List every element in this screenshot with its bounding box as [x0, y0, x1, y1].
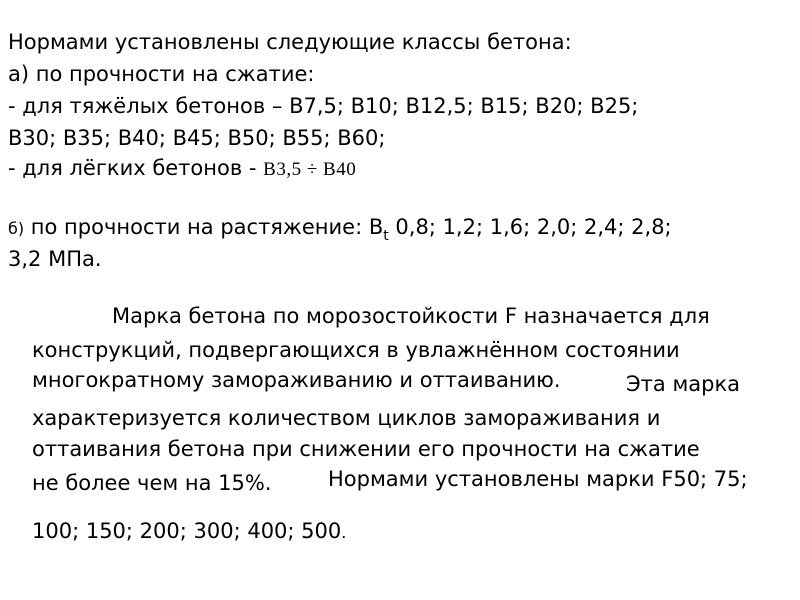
frost-grades-period: .	[341, 523, 347, 542]
heavy-concrete-line-1: - для тяжёлых бетонов – B7,5; B10; B12,5; B15; B20; B25;	[8, 94, 639, 118]
heavy-concrete-line-2: B30; B35; B40; B45; B50; B55; B60;	[8, 126, 386, 150]
item-b-letter: б)	[8, 219, 25, 238]
frost-paragraph-line-3-tail: Эта марка	[626, 372, 741, 396]
item-a-compression: а) по прочности на сжатие:	[8, 62, 315, 86]
frost-paragraph-line-7	[32, 518, 346, 546]
light-concrete-line	[8, 155, 356, 183]
section-heading: Нормами установлены следующие классы бетона:	[8, 30, 572, 54]
item-b-subscript: t	[383, 228, 389, 244]
light-concrete-prefix: - для лёгких бетонов -	[8, 156, 257, 180]
light-concrete-formula: B3,5 ÷ B40	[263, 159, 357, 180]
frost-paragraph-line-2: конструкций, подвергающихся в увлажнённом состоянии	[32, 338, 680, 362]
frost-grades-list: 100; 150; 200; 300; 400; 500	[32, 519, 342, 543]
frost-paragraph-line-6-tail: Нормами установлены марки F50; 75;	[328, 467, 748, 491]
item-b-values: 0,8; 1,2; 1,6; 2,0; 2,4; 2,8;	[395, 215, 672, 239]
frost-paragraph-line-3: многократному замораживанию и оттаиванию.	[32, 368, 561, 392]
frost-paragraph-line-6: не более чем на 15%.	[32, 471, 272, 495]
item-b-tension-line-1	[8, 214, 672, 243]
frost-paragraph-line-4: характеризуется количеством циклов замораживания и	[32, 406, 661, 430]
item-b-tension-line-2: 3,2 МПа.	[8, 247, 102, 271]
frost-paragraph-line-1: Марка бетона по морозостойкости F назначается для	[112, 304, 710, 328]
frost-paragraph-line-5: оттаивания бетона при снижении его прочности на сжатие	[32, 437, 700, 461]
item-b-text: по прочности на растяжение: B	[30, 215, 384, 239]
